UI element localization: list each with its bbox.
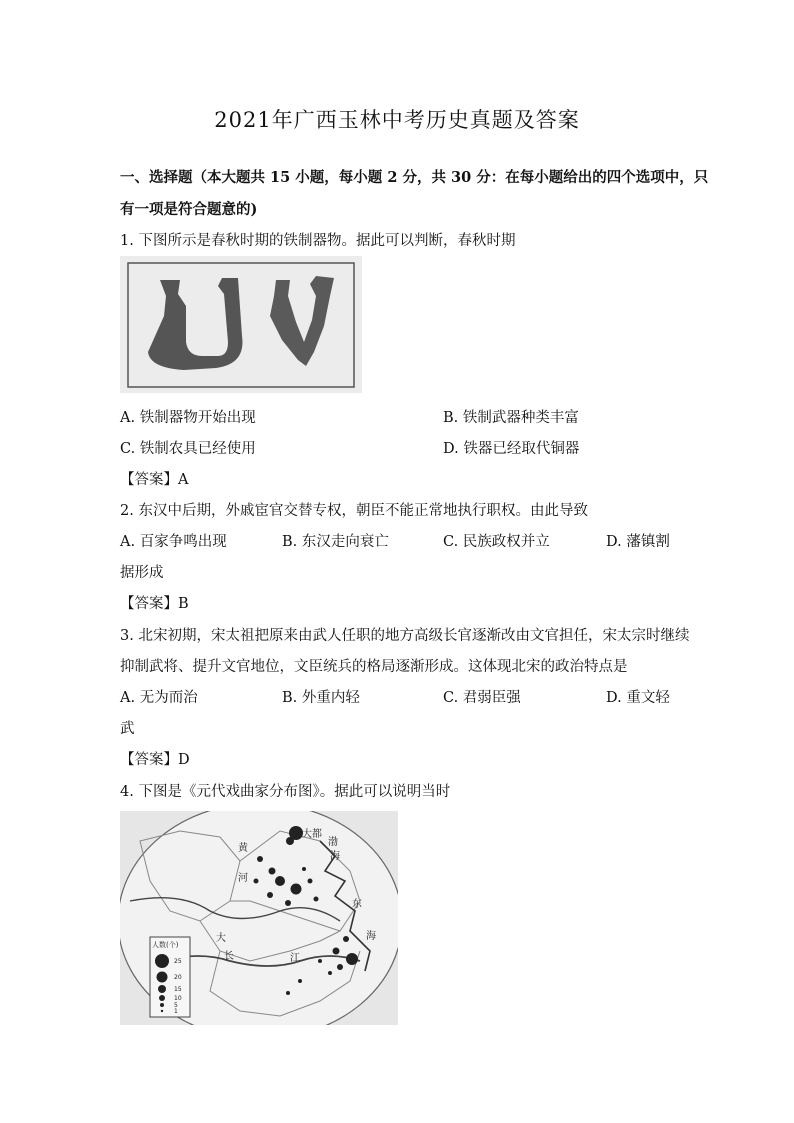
map-label-da: 大 (216, 933, 226, 944)
question-2-option-a: A. 百家争鸣出现 (120, 534, 227, 550)
page-title: 2021年广西玉林中考历史真题及答案 (214, 108, 580, 132)
question-3-stem-line-1: 3. 北宋初期，宋太祖把原来由武人任职的地方高级长官逐渐改由文官担任，宋太宗时继续 (120, 628, 690, 644)
question-2-option-d: D. 藩镇割 (606, 534, 670, 550)
question-1-stem: 1. 下图所示是春秋时期的铁制器物。据此可以判断，春秋时期 (120, 233, 516, 249)
map-legend (150, 937, 190, 1017)
map-label-bo: 渤 (328, 837, 338, 848)
map-label-huang: 黄 (238, 843, 248, 854)
question-4-stem: 4. 下图是《元代戏曲家分布图》。据此可以说明当时 (120, 784, 451, 800)
legend-title: 人数(个) (152, 941, 179, 949)
svg-text:15: 15 (174, 986, 182, 993)
svg-text:10: 10 (174, 995, 182, 1002)
question-2-stem: 2. 东汉中后期，外戚宦官交替专权，朝臣不能正常地执行职权。由此导致 (120, 503, 588, 519)
question-2-option-c: C. 民族政权并立 (443, 534, 550, 550)
map-label-jiang: 江 (290, 953, 300, 964)
question-1-answer: 【答案】A (120, 472, 189, 488)
iron-artifacts-figure (120, 256, 362, 393)
question-3-answer: 【答案】D (120, 752, 190, 768)
question-2-option-b: B. 东汉走向衰亡 (282, 534, 389, 550)
svg-text:5: 5 (174, 1002, 178, 1009)
question-1-option-b: B. 铁制武器种类丰富 (443, 410, 579, 426)
question-3-option-d-wrap: 武 (120, 721, 135, 737)
map-label-chang: 长 (224, 951, 234, 962)
question-3-option-a: A. 无为而治 (120, 690, 198, 706)
question-2-option-d-wrap: 据形成 (120, 565, 164, 581)
svg-text:20: 20 (174, 974, 182, 981)
map-label-dong: 东 (352, 899, 362, 910)
question-1-option-a: A. 铁制器物开始出现 (120, 410, 256, 426)
question-3-stem-line-2: 抑制武将、提升文官地位，文臣统兵的格局逐渐形成。这体现北宋的政治特点是 (120, 659, 628, 675)
map-label-hai-1: 海 (330, 851, 340, 862)
map-label-he: 河 (238, 873, 248, 884)
question-3-option-d: D. 重文轻 (606, 690, 670, 706)
question-1-option-d: D. 铁器已经取代铜器 (443, 441, 580, 457)
svg-text:1: 1 (174, 1008, 178, 1015)
section-heading-line-2: 有一项是符合题意的) (120, 201, 258, 218)
question-2-answer: 【答案】B (120, 596, 189, 612)
question-1-option-c: C. 铁制农具已经使用 (120, 441, 256, 457)
question-3-option-b: B. 外重内轻 (282, 690, 360, 706)
map-label-hai-2: 海 (366, 931, 376, 942)
question-3-option-c: C. 君弱臣强 (443, 690, 521, 706)
svg-text:25: 25 (174, 958, 182, 965)
map-label-dadu: 大都 (302, 829, 322, 840)
section-heading-line-1: 一、选择题（本大题共 15 小题，每小题 2 分，共 30 分：在每小题给出的四个选项中，只 (120, 169, 709, 186)
yuan-dramatists-map (120, 811, 398, 1025)
